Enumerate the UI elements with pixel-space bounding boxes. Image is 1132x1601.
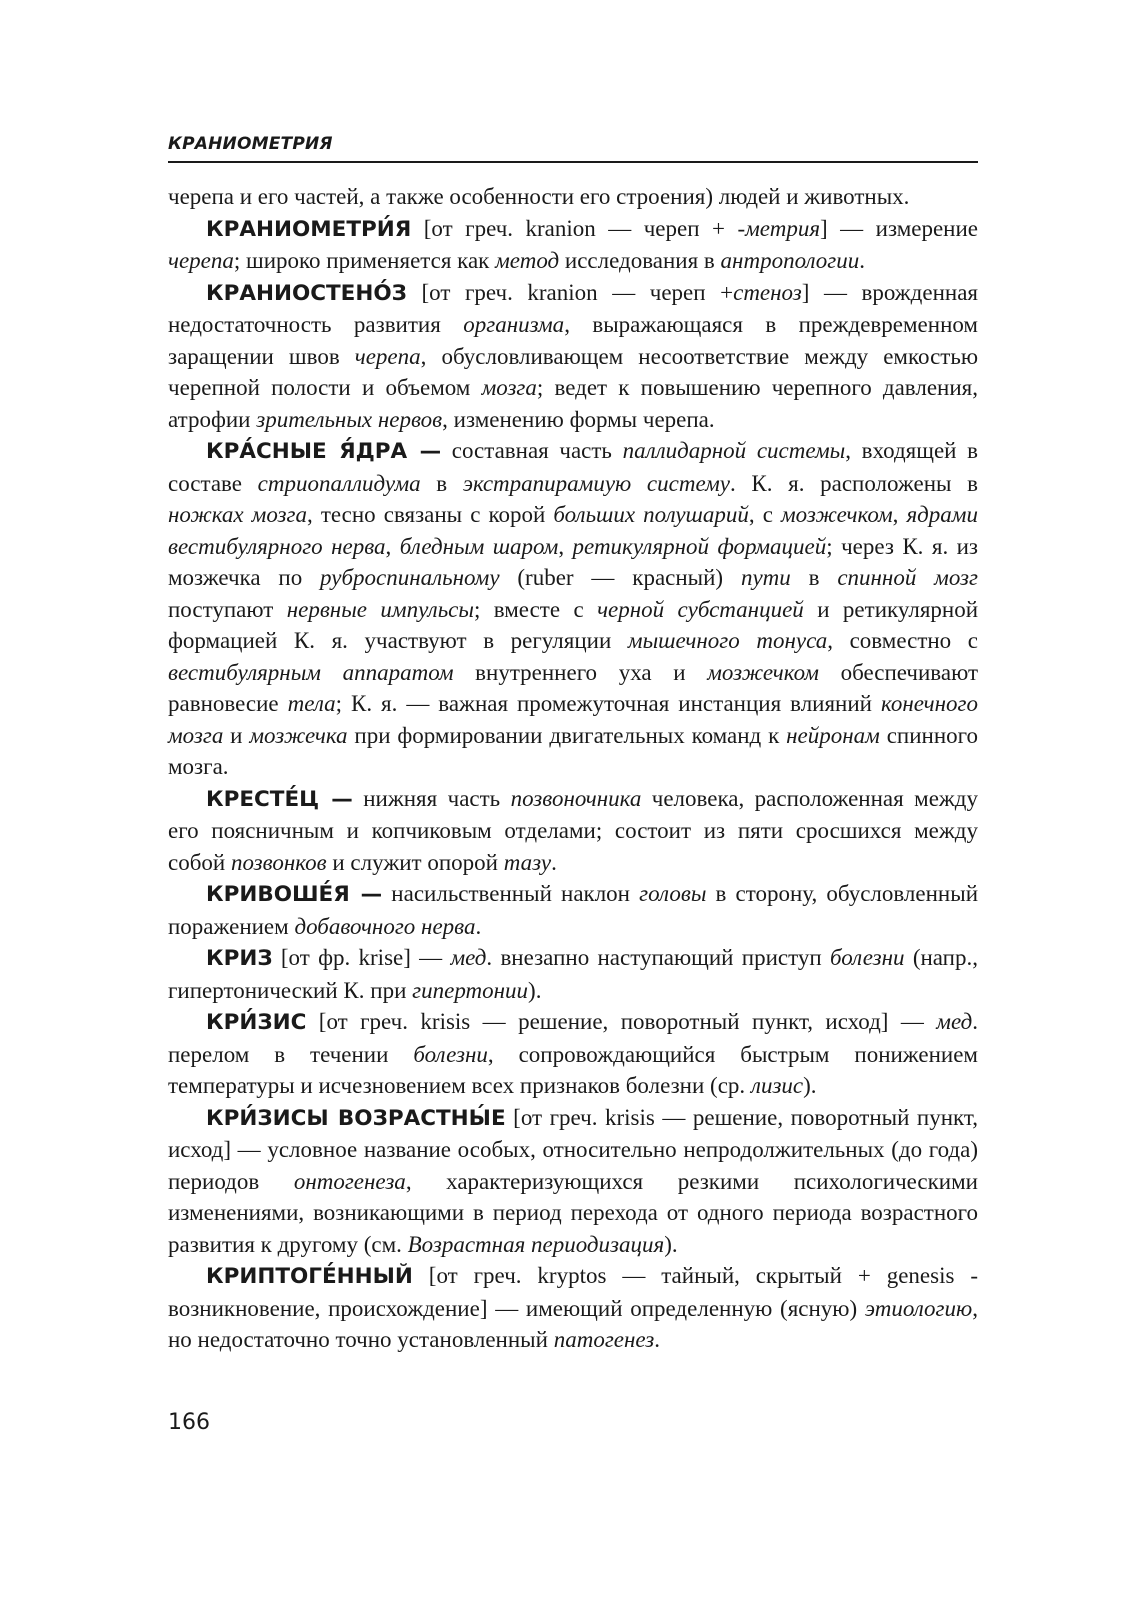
page-number: 166: [168, 1410, 210, 1435]
entry-kraniometriya: КРАНИОМЕТРИ́Я [от греч. kranion — череп + -метрия] — измерение черепа; широко применяется как метод исследования в антропологии.: [168, 215, 978, 273]
usage-label: мед: [936, 1009, 973, 1034]
cross-reference: этиологию: [864, 1295, 973, 1321]
cross-reference: конечного мозга: [168, 691, 979, 748]
entry-headword: КРИ́ЗИСЫ ВОЗРАСТНЫ́Е: [206, 1105, 506, 1131]
entry-kraniostenoz: КРАНИОСТЕНО́З [от греч. kranion — череп +стеноз] — врожденная недостаточность развития организма, выражающаяся в преждевременном заращении швов черепа, обусловливающем несоответствие между емкостью черепной полости и объемом мозга; ведет к повышению черепного давления, атрофии зрительных нервов, изменению формы черепа.: [168, 279, 978, 432]
entry-continuation: черепа и его частей, а также особенности его строения) людей и животных.: [168, 184, 910, 209]
entry-kriptogennyy: КРИПТОГЕ́ННЫЙ [от греч. kryptos — тайный, скрытый + genesis - возникновение, происхождение] — имеющий определенную (ясную) этиологию, но недостаточно точно установленный патогенез.: [168, 1263, 978, 1352]
cross-reference: болезни: [829, 945, 905, 970]
cross-reference: антропологии: [720, 248, 860, 273]
cross-reference: стриопаллидума: [257, 470, 421, 496]
entry-kriz: КРИЗ [от фр. krise] — мед. внезапно наступающий приступ болезни (напр., гипертонический К. при гипертонии).: [168, 945, 978, 1003]
cross-reference: бледным шаром: [399, 533, 559, 559]
cross-reference: экстрапирамиую систему: [462, 470, 730, 496]
entry-headword: КРИВОШЕ́Я —: [206, 882, 383, 907]
cross-reference: организма: [463, 312, 565, 337]
cross-reference: мозга: [481, 375, 537, 400]
dictionary-page: [168, 134, 978, 1356]
entry-headword: КРИПТОГЕ́ННЫЙ: [206, 1264, 413, 1289]
entry-krasnye-yadra: КРА́СНЫЕ Я́ДРА — составная часть паллидарной системы, входящей в составе стриопаллидума в экстрапирамиую систему. К. я. расположены в ножках мозга, тесно связаны с корой больших полушарий, с мозжечком, ядрами вестибулярного нерва, бледным шаром, ретикулярной формацией; через К. я. из мозжечка по руброспинальному (ruber — красный) пути в спинной мозг поступают нервные импульсы; вместе с черной субстанцией и ретикулярной формацией К. я. участвуют в регуляции мышечного тонуса, совместно с вестибулярным аппаратом внутреннего уха и мозжечком обеспечивают равновесие тела; К. я. — важная промежуточная инстанция влияний конечного мозга и мозжечка при формировании двигательных команд к нейронам спинного мозга.: [168, 438, 979, 779]
entry-headword: КРАНИОСТЕНО́З: [206, 280, 407, 306]
cross-reference: позвонков: [230, 849, 327, 875]
cross-reference: метод: [495, 248, 560, 273]
cross-reference: пути: [740, 565, 791, 590]
cross-reference: больших полушарий: [553, 502, 749, 527]
cross-reference: нервные импульсы: [286, 596, 474, 622]
cross-reference: черепа: [168, 248, 234, 273]
cross-reference: зрительных нервов: [256, 406, 443, 432]
entry-headword: КРА́СНЫЕ Я́ДРА —: [206, 439, 442, 464]
cross-reference: мозжечком: [780, 502, 893, 527]
cross-reference: черепа: [354, 343, 421, 369]
cross-reference: лизис: [750, 1073, 804, 1098]
running-head: КРАНИОМЕТРИЯ: [168, 134, 978, 163]
cross-reference: нейронам: [786, 722, 880, 748]
entry-headword: КРАНИОМЕТРИ́Я: [206, 216, 412, 242]
cross-reference: онтогенеза: [293, 1168, 406, 1194]
cross-reference: ядрами вестибулярного нерва: [168, 502, 978, 559]
entry-headword: КРИЗ: [206, 946, 273, 971]
entry-headword: КРЕСТЕ́Ц —: [206, 786, 353, 812]
cross-reference: ножках мозга: [168, 502, 308, 527]
cross-reference: ретикулярной формацией: [572, 533, 827, 559]
cross-reference: Возрастная периодизация: [407, 1231, 665, 1257]
cross-reference: мышечного тонуса: [627, 628, 828, 653]
entry-krivosheya: КРИВОШЕ́Я — насильственный наклон головы в сторону, обусловленный поражением добавочного нерва.: [168, 881, 979, 939]
entry-headword: КРИ́ЗИС: [206, 1010, 307, 1035]
cross-reference: паллидарной системы: [622, 438, 846, 463]
cross-reference: тела: [287, 691, 336, 716]
cross-reference: мозжечка: [249, 722, 348, 748]
cross-reference: мозжечком: [707, 659, 819, 685]
cross-reference: метрия: [745, 215, 821, 241]
cross-reference: позвоночника: [510, 785, 642, 811]
cross-reference: спинной мозг: [837, 565, 979, 590]
cross-reference: вестибулярным аппаратом: [168, 659, 454, 685]
page-content: [168, 181, 978, 1356]
cross-reference: тазу: [503, 849, 552, 875]
cross-reference: патогенез: [553, 1327, 655, 1352]
cross-reference: болезни: [413, 1041, 488, 1067]
entry-kresttets: КРЕСТЕ́Ц — нижняя часть позвоночника человека, расположенная между его поясничным и копчиковым отделами; состоит из пяти сросшихся между собой позвонков и служит опорой тазу.: [168, 785, 978, 875]
cross-reference: гипертонии: [412, 977, 529, 1003]
usage-label: мед: [450, 945, 487, 970]
cross-reference: черной субстанцией: [597, 596, 804, 622]
cross-reference: головы: [639, 881, 707, 906]
entry-krizisy-vozrastnye: КРИ́ЗИСЫ ВОЗРАСТНЫ́Е [от греч. krisis — решение, поворотный пункт, исход] — условное название особых, относительно непродолжительных (до года) периодов онтогенеза, характеризующихся резкими психологическими изменениями, возникающими в период перехода от одного периода возрастного развития к другому (см. Возрастная периодизация).: [168, 1104, 978, 1257]
cross-reference: руброспинальному: [320, 565, 500, 590]
cross-reference: стеноз: [733, 279, 802, 305]
cross-reference: добавочного нерва: [294, 913, 476, 939]
entry-krizis: КРИ́ЗИС [от греч. krisis — решение, поворотный пункт, исход] — мед. перелом в течении болезни, сопровождающийся быстрым понижением температуры и исчезновением всех признаков болезни (ср. лизис).: [168, 1009, 978, 1098]
